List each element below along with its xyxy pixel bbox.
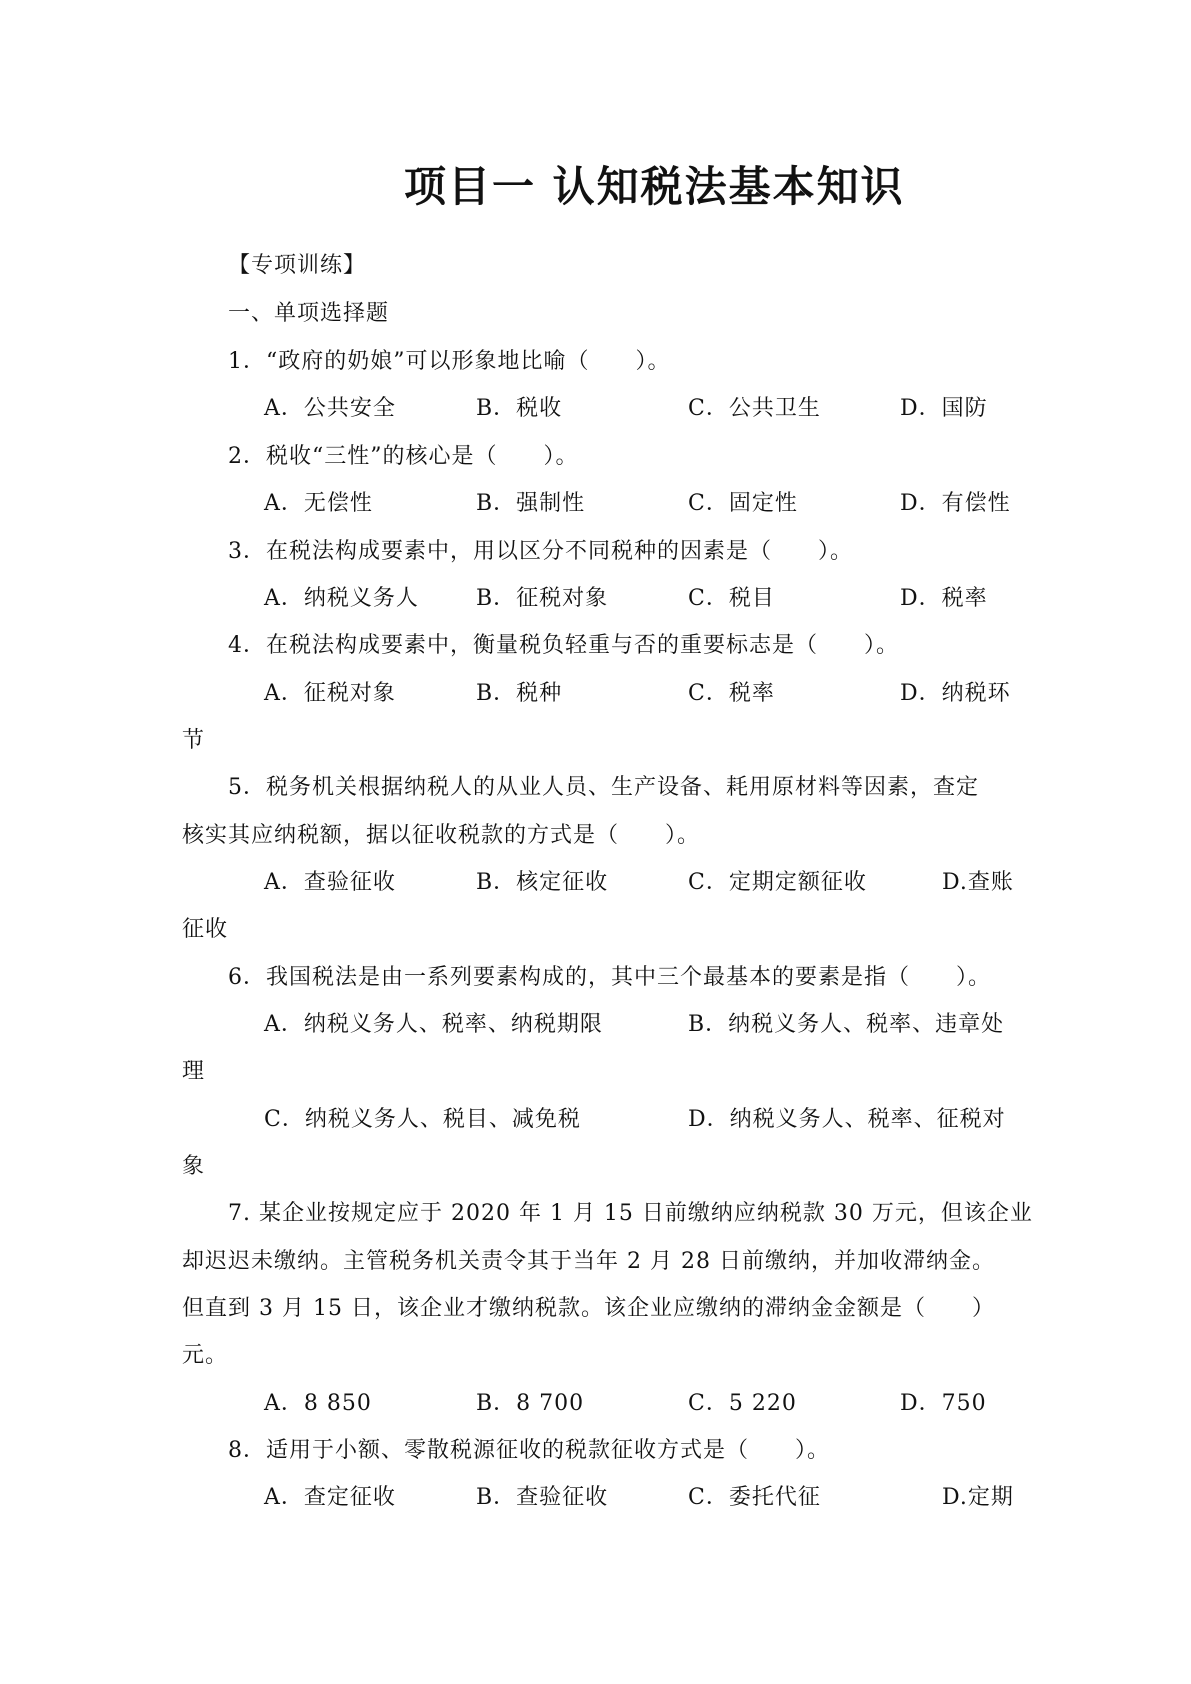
question-5-option-b: B．核定征收 (476, 870, 609, 895)
question-8-option-c: C．委托代征 (688, 1485, 821, 1510)
question-7-option-d: D．750 (900, 1391, 987, 1416)
question-8-option-a: A．查定征收 (264, 1485, 396, 1510)
question-4-stem: 4．在税法构成要素中，衡量税负轻重与否的重要标志是（ ）。 (228, 633, 899, 658)
question-4-option-c: C．税率 (688, 681, 775, 706)
question-1-option-a: A．公共安全 (264, 396, 396, 421)
question-8-option-b: B．查验征收 (476, 1485, 609, 1510)
question-6-stem: 6．我国税法是由一系列要素构成的，其中三个最基本的要素是指（ ）。 (228, 965, 991, 990)
question-6-option-a: A．纳税义务人、税率、纳税期限 (264, 1012, 603, 1037)
question-7-stem-line-4: 元。 (182, 1343, 229, 1368)
question-2-option-b: B．强制性 (476, 491, 586, 516)
question-1-option-c: C．公共卫生 (688, 396, 821, 421)
question-1-stem: 1．“政府的奶娘”可以形象地比喻（ ）。 (228, 349, 671, 374)
question-3-option-a: A．纳税义务人 (264, 586, 419, 611)
question-4-option-b: B．税种 (476, 681, 563, 706)
question-5-option-d-overflow: 征收 (182, 917, 229, 942)
section-label: 【专项训练】 (228, 253, 367, 278)
question-3-option-c: C．税目 (688, 586, 775, 611)
question-2-option-d: D．有偿性 (900, 491, 1011, 516)
question-6-option-b-overflow: 理 (182, 1059, 206, 1084)
question-6-option-d: D．纳税义务人、税率、征税对 (688, 1107, 1006, 1132)
question-2-option-c: C．固定性 (688, 491, 798, 516)
question-5-option-c: C．定期定额征收 (688, 870, 867, 895)
question-7-option-c: C．5 220 (688, 1391, 797, 1416)
page-title: 项目一 认知税法基本知识 (404, 162, 905, 211)
question-6-option-c: C．纳税义务人、税目、减免税 (264, 1107, 581, 1132)
question-2-stem: 2．税收“三性”的核心是（ ）。 (228, 444, 579, 469)
question-6-option-d-overflow: 象 (182, 1154, 206, 1179)
question-6-option-b: B．纳税义务人、税率、违章处 (688, 1012, 1005, 1037)
question-4-option-d: D．纳税环 (900, 681, 1011, 706)
question-7-stem-line-3: 但直到 3 月 15 日，该企业才缴纳税款。该企业应缴纳的滞纳金金额是（ ） (182, 1296, 995, 1321)
question-5-option-d: D.查账 (942, 870, 1014, 895)
question-5-stem-line-1: 5．税务机关根据纳税人的从业人员、生产设备、耗用原材料等因素，查定 (228, 775, 979, 800)
question-2-option-a: A．无偿性 (264, 491, 373, 516)
question-4-option-d-overflow: 节 (182, 728, 206, 753)
part-heading: 一、单项选择题 (228, 301, 390, 326)
question-1-option-b: B．税收 (476, 396, 563, 421)
question-5-stem-line-2: 核实其应纳税额，据以征收税款的方式是（ ）。 (182, 823, 701, 848)
question-8-option-d: D.定期 (942, 1485, 1014, 1510)
question-7-stem-line-1: 7. 某企业按规定应于 2020 年 1 月 15 日前缴纳应纳税款 30 万元，但该企业 (228, 1201, 1033, 1226)
question-3-option-b: B．征税对象 (476, 586, 609, 611)
question-7-option-a: A．8 850 (264, 1391, 372, 1416)
question-3-stem: 3．在税法构成要素中，用以区分不同税种的因素是（ ）。 (228, 539, 853, 564)
question-3-option-d: D．税率 (900, 586, 988, 611)
question-4-option-a: A．征税对象 (264, 681, 396, 706)
question-7-stem-line-2: 却迟迟未缴纳。主管税务机关责令其于当年 2 月 28 日前缴纳，并加收滞纳金。 (182, 1249, 995, 1274)
question-5-option-a: A．查验征收 (264, 870, 396, 895)
question-1-option-d: D．国防 (900, 396, 988, 421)
question-8-stem: 8．适用于小额、零散税源征收的税款征收方式是（ ）。 (228, 1438, 830, 1463)
question-7-option-b: B．8 700 (476, 1391, 585, 1416)
